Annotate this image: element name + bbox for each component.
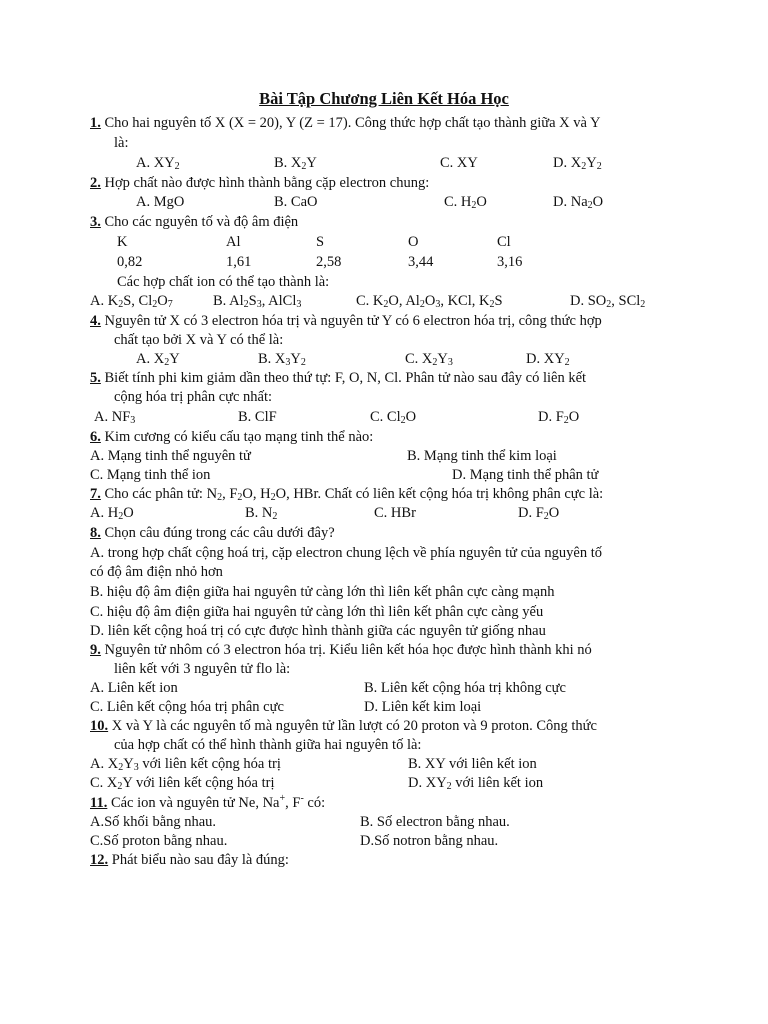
option-b: B. XY với liên kết ion — [408, 756, 537, 772]
question-number: 1. — [90, 115, 101, 131]
option-b: B. Liên kết cộng hóa trị không cực — [364, 680, 566, 696]
question-11: 11. Các ion và nguyên tử Ne, Na+, F- có: — [90, 793, 326, 811]
question-3: 3. Cho các nguyên tố và độ âm điện — [90, 214, 299, 230]
question-2: 2. Hợp chất nào được hình thành bằng cặp electron chung: — [90, 175, 430, 191]
option-a: A. $XY_2$ — [136, 155, 180, 172]
option-c: C.Số proton bằng nhau. — [90, 833, 228, 849]
option-d: D. Liên kết kim loại — [364, 699, 482, 715]
option-a: A. $K_2S$, $Cl_2O_7$ — [90, 293, 173, 310]
page-title: Bài Tập Chương Liên Kết Hóa Học — [259, 89, 509, 108]
option-d: D. $Na_2O$ — [553, 194, 604, 211]
option-a: A. Mạng tinh thể nguyên tử — [90, 448, 251, 464]
element-symbol: Cl — [497, 234, 511, 250]
option-d: D. $SO_2$, SCl$_2$ — [570, 293, 646, 310]
question-5-cont: cộng hóa trị phân cực nhất: — [114, 389, 273, 405]
question-7: 7. Cho các phân tử: $N_2$, $F_2O$, $H_2O$, HBr. Chất có liên kết cộng hóa trị không phân cực là: — [90, 486, 604, 503]
option-a: A. $X_2Y$ — [136, 351, 180, 368]
question-text: Cho hai nguyên tố X (X = 20), Y (Z = 17). Công thức hợp chất tạo thành giữa X và Y — [100, 115, 601, 131]
option-a: A. trong hợp chất cộng hoá trị, cặp electron chung lệch về phía nguyên tử của nguyên tố — [90, 545, 602, 561]
option-a: A.Số khối bằng nhau. — [90, 814, 217, 830]
option-c: C. Mạng tinh thể ion — [90, 467, 211, 483]
option-b: B. Số electron bằng nhau. — [360, 814, 510, 830]
option-c: C. $K_2O$, $Al_2O_3$, KCl, $K_2S$ — [356, 293, 503, 310]
option-b: B. hiệu độ âm điện giữa hai nguyên tử càng lớn thì liên kết phân cực càng mạnh — [90, 584, 555, 600]
element-symbol: O — [408, 234, 419, 250]
option-a: A. MgO — [136, 194, 185, 210]
question-8: 8. Chọn câu đúng trong các câu dưới đây? — [90, 525, 335, 541]
electronegativity-value: 3,16 — [497, 254, 523, 270]
option-c: C. HBr — [374, 505, 416, 521]
question-10-cont: của hợp chất có thể hình thành giữa hai nguyên tố là: — [114, 737, 422, 753]
electronegativity-value: 0,82 — [117, 254, 143, 270]
option-b: B. $X_3Y_2$ — [258, 351, 306, 368]
electronegativity-value: 1,61 — [226, 254, 252, 270]
option-c: C. $Cl_2O$ — [370, 409, 417, 426]
option-a-cont: có độ âm điện nhỏ hơn — [90, 564, 223, 580]
option-d: D. $XY_2$ với liên kết ion — [408, 775, 544, 792]
option-b: B. CaO — [274, 194, 318, 210]
option-d: D. $F_2O$ — [518, 505, 560, 522]
question-1-cont: là: — [114, 135, 129, 151]
option-c: C. $H_2O$ — [444, 194, 487, 211]
question-10: 10. X và Y là các nguyên tố mà nguyên tử lần lượt có 20 proton và 9 proton. Công thức — [90, 718, 597, 734]
option-b: B. $Al_2S_3$, AlCl$_3$ — [213, 293, 302, 310]
question-9-cont: liên kết với 3 nguyên tử flo là: — [114, 661, 291, 677]
element-symbol: S — [316, 234, 325, 250]
option-b: B. Mạng tinh thể kim loại — [407, 448, 557, 464]
question-9: 9. Nguyên tử nhôm có 3 electron hóa trị. Kiểu liên kết hóa học được hình thành khi nó — [90, 642, 592, 658]
option-d: D. liên kết cộng hoá trị có cực được hình thành giữa các nguyên tử giống nhau — [90, 623, 546, 639]
element-symbol: Al — [226, 234, 241, 250]
option-c: C. XY — [440, 155, 478, 171]
option-a: A. $NF_3$ — [94, 409, 136, 426]
question-5: 5. Biết tính phi kim giảm dần theo thứ tự: F, O, N, Cl. Phân tử nào sau đây có liên kết — [90, 370, 587, 386]
question-12: 12. Phát biểu nào sau đây là đúng: — [90, 852, 289, 868]
electronegativity-value: 2,58 — [316, 254, 342, 270]
option-a: A. Liên kết ion — [90, 680, 178, 696]
option-a: A. $X_2Y_3$ với liên kết cộng hóa trị — [90, 756, 281, 773]
option-d: D.Số notron bằng nhau. — [360, 833, 499, 849]
option-d: D. $X_2Y_2$ — [553, 155, 602, 172]
question-1 — [90, 114, 601, 134]
option-d: D. Mạng tinh thể phân tử — [452, 467, 599, 483]
electronegativity-value: 3,44 — [408, 254, 434, 270]
element-symbol: K — [117, 234, 128, 250]
option-c: C. Liên kết cộng hóa trị phân cực — [90, 699, 284, 715]
question-4: 4. Nguyên tử X có 3 electron hóa trị và nguyên tử Y có 6 electron hóa trị, công thức hợp — [90, 313, 602, 329]
option-d: D. $XY_2$ — [526, 351, 570, 368]
option-c: C. $X_2Y_3$ — [405, 351, 453, 368]
question-6: 6. Kim cương có kiểu cấu tạo mạng tinh thể nào: — [90, 429, 374, 445]
option-b: B. ClF — [238, 409, 277, 425]
option-b: B. $N_2$ — [245, 505, 278, 522]
question-4-cont: chất tạo bởi X và Y có thể là: — [114, 332, 284, 348]
option-d: D. $F_2O$ — [538, 409, 580, 426]
question-3-cont: Các hợp chất ion có thể tạo thành là: — [117, 274, 330, 290]
option-c: C. hiệu độ âm điện giữa hai nguyên tử càng lớn thì liên kết phân cực càng yếu — [90, 604, 544, 620]
option-a: A. $H_2O$ — [90, 505, 134, 522]
option-b: B. $X_2Y$ — [274, 155, 317, 172]
option-c: C. $X_2Y$ với liên kết cộng hóa trị — [90, 775, 275, 792]
